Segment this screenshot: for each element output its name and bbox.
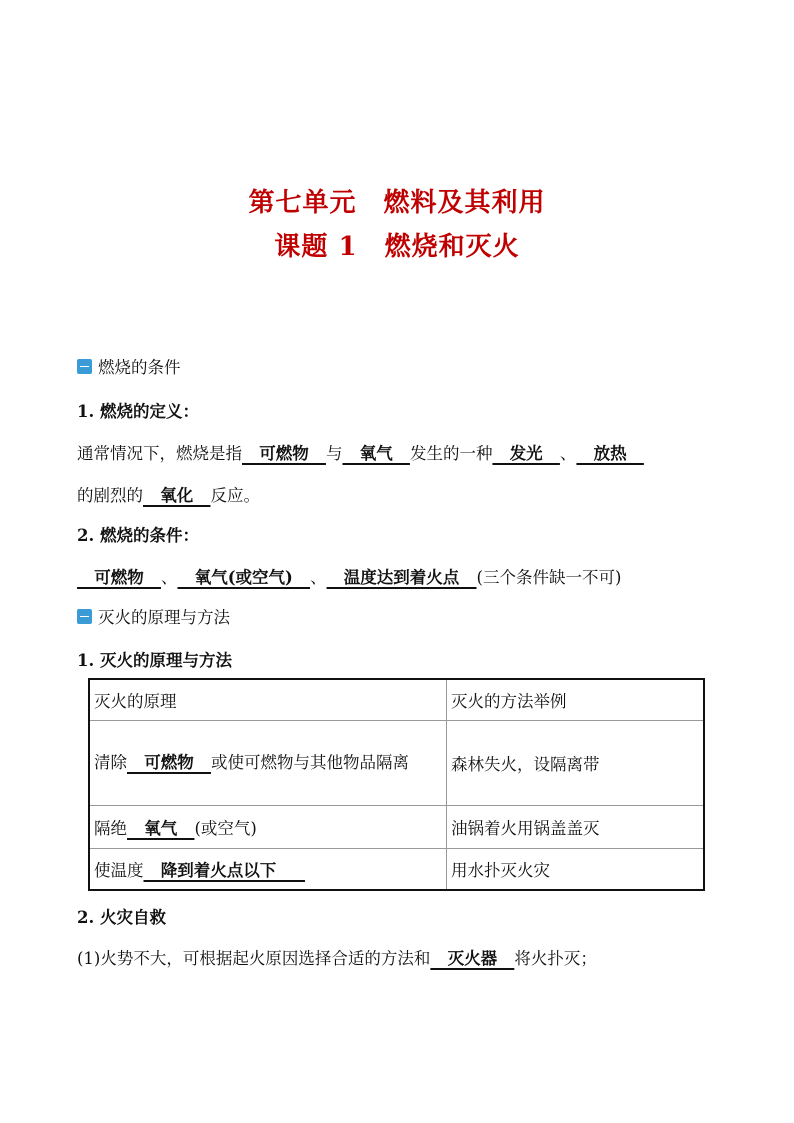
- answer-blank: 氧气: [127, 819, 195, 838]
- paragraph-line: [77, 945, 597, 969]
- text: 清除: [94, 753, 127, 772]
- answer-blank: 温度达到着火点: [326, 568, 477, 587]
- answer-blank: 降到着火点以下: [143, 861, 305, 880]
- answer-blank: 氧化: [143, 486, 211, 505]
- paragraph-line: [77, 482, 260, 506]
- section-heading-combustion: [77, 354, 181, 378]
- table-cell: 用水扑灭火灾: [447, 849, 705, 891]
- paragraph-line: [77, 564, 621, 588]
- table-cell: [89, 721, 447, 806]
- minus-square-icon: [77, 359, 92, 374]
- text: (1)火势不大，可根据起火原因选择合适的方法和: [77, 949, 431, 968]
- table-cell: [89, 849, 447, 891]
- answer-blank: 氧气: [342, 444, 410, 463]
- text: 反应。: [210, 486, 260, 505]
- section-heading-text: 灭火的原理与方法: [98, 608, 230, 627]
- text: 的剧烈的: [77, 486, 143, 505]
- answer-blank: 氧气(或空气): [177, 568, 311, 587]
- table-row: [89, 806, 704, 849]
- principles-table: [88, 678, 705, 891]
- table-header-cell: 灭火的方法举例: [447, 679, 705, 721]
- question-title: 1. 燃烧的定义：: [77, 402, 199, 421]
- table-header-row: [89, 679, 704, 721]
- section-heading-text: 燃烧的条件: [98, 358, 181, 377]
- table-cell: 油锅着火用锅盖盖灭: [447, 806, 705, 849]
- text: 隔绝: [94, 819, 127, 838]
- question-title: 2. 火灾自救: [77, 908, 166, 927]
- unit-title: 第七单元 燃料及其利用: [248, 188, 546, 218]
- answer-blank: 可燃物: [127, 753, 211, 772]
- question-title: 1. 灭火的原理与方法: [77, 651, 232, 670]
- table-header-cell: 灭火的原理: [89, 679, 447, 721]
- paragraph-line: [77, 440, 644, 464]
- table-row: [89, 721, 704, 806]
- text: 或使可燃物与其他物品隔离: [210, 753, 409, 772]
- question-title: 2. 燃烧的条件：: [77, 526, 199, 545]
- text: (或空气): [194, 819, 257, 838]
- text: 发生的一种: [409, 444, 493, 463]
- text: 、: [310, 568, 327, 587]
- note-text: (三个条件缺一不可): [476, 568, 622, 587]
- text: 、: [160, 568, 178, 587]
- table-cell: [89, 806, 447, 849]
- answer-blank: 可燃物: [242, 444, 326, 463]
- lesson-title: 课题 1 燃烧和灭火: [274, 232, 520, 262]
- answer-blank: 可燃物: [77, 568, 161, 587]
- section-heading-extinguish: [77, 604, 230, 628]
- text: 使温度: [94, 861, 144, 880]
- table-row: [89, 849, 704, 891]
- answer-blank: 放热: [576, 444, 644, 463]
- text: 通常情况下，燃烧是指: [77, 444, 242, 463]
- text: 、: [559, 444, 577, 463]
- answer-blank: 灭火器: [430, 949, 515, 968]
- text: 将火扑灭；: [514, 949, 597, 968]
- answer-blank: 发光: [492, 444, 560, 463]
- text: 与: [325, 444, 343, 463]
- table-cell: 森林失火，设隔离带: [447, 721, 705, 806]
- minus-square-icon: [77, 609, 92, 624]
